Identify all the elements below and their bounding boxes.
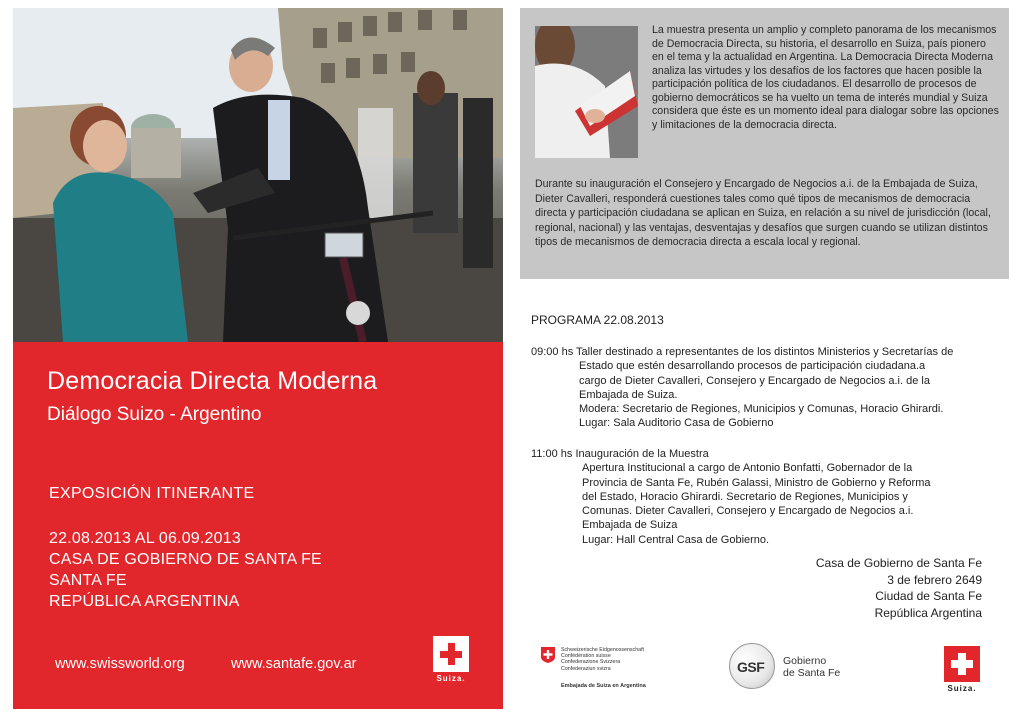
embassy-name: Embajada de Suiza en Argentina <box>561 683 646 689</box>
program-item-line: Provincia de Santa Fe, Rubén Galassi, Ministro de Gobierno y Reforma <box>582 476 931 489</box>
exhibition-title: Democracia Directa Moderna <box>47 367 378 395</box>
embassy-line: Schweizerische Eidgenossenschaft <box>561 647 645 653</box>
inset-photo-illustration <box>535 26 638 158</box>
address-line: República Argentina <box>874 605 982 620</box>
exhibition-label: EXPOSICIÓN ITINERANTE <box>49 485 255 502</box>
program-item-line: Embajada de Suiza. <box>579 388 678 401</box>
inset-photo <box>535 26 638 158</box>
swiss-embassy-logo <box>541 645 671 695</box>
swiss-cross-icon <box>433 636 469 672</box>
program-item-line: Embajada de Suiza <box>582 519 678 532</box>
program-item-line: Estado que estén desarrollando procesos de participación ciudadana.a <box>579 360 926 373</box>
program-item-line: cargo de Dieter Cavalleri, Consejero y Encargado de Negocios a.i. de la <box>579 374 930 387</box>
swiss-cross-icon <box>944 646 980 682</box>
exhibition-subtitle: Diálogo Suizo - Argentino <box>47 404 262 425</box>
program-item-line: Modera: Secretario de Regiones, Municipios y Comunas, Horacio Ghirardi. <box>579 403 944 416</box>
address-line: 3 de febrero 2649 <box>887 572 982 587</box>
gsf-name <box>783 655 840 679</box>
detail-venue: CASA DE GOBIERNO DE SANTA FE <box>49 551 322 568</box>
intro-paragraph-2: Durante su inauguración el Consejero y Encargado de Negocios a.i. de la Embajada de Suiza, Dieter Cavalleri, responderá cuestiones tales como qué tipos de mecanismos de democracia directa y participación ciudadana se aplican en Suiza, en relación a su nivel de jurisdicción (local, regional, nacional) y las ventajas, desventajas y desafíos que surgen cuando se utilizan distintos tipos de mecanismos de democracia directa a escala local y regional. <box>535 178 991 248</box>
suiza-logo-white <box>432 636 470 683</box>
embassy-line: Confédération suisse <box>561 653 611 660</box>
exhibition-details <box>49 528 322 612</box>
suiza-label: Suiza. <box>436 674 466 683</box>
gsf-abbr: GSF <box>737 659 765 675</box>
title-panel <box>13 342 503 709</box>
address-line: Ciudad de Santa Fe <box>875 589 982 603</box>
suiza-label: Suiza. <box>947 684 977 693</box>
detail-country: REPÚBLICA ARGENTINA <box>49 593 240 610</box>
program-item-time-line: 09:00 hs Taller destinado a representantes de los distintos Ministerios y Secretarías de <box>531 346 954 358</box>
program-item-line: del Estado, Horacio Ghirardi. Secretario de Regiones, Municipios y <box>582 490 908 503</box>
address-line: Casa de Gobierno de Santa Fe <box>815 556 982 570</box>
gsf-line: de Santa Fe <box>783 667 841 679</box>
venue-address <box>816 555 982 621</box>
detail-dates: 22.08.2013 AL 06.09.2013 <box>49 530 241 547</box>
program-item-time-line: 11:00 hs Inauguración de la Muestra <box>531 448 709 460</box>
program-title: PROGRAMA 22.08.2013 <box>531 313 664 327</box>
intro-paragraph-1: La muestra presenta un amplio y completo panorama de los mecanismos de Democracia Directa, su historia, el desarrollo en Suiza, país pionero en el tema y la actualidad en Argentina. La Democracia Directa Moderna analiza las virtudes y los desafíos de los factores que hacen posible la participación política de los ciudadanos. El desarrollo de procesos de gobierno democráticos se ha vuelto un tema de interés mundial y Suiza considera que éste es un momento ideal para dialogar sobre las opciones y limitaciones de la democracia directa. <box>652 24 999 131</box>
embassy-line: Confederaziun svizra <box>561 665 611 672</box>
program-item-line: Lugar: Sala Auditorio Casa de Gobierno <box>579 417 774 430</box>
gsf-line: Gobierno <box>783 655 827 667</box>
program-item-line: Apertura Institucional a cargo de Antonio Bonfatti, Gobernador de la <box>582 462 913 475</box>
hero-photo-illustration <box>13 8 503 342</box>
swiss-shield-icon <box>541 647 555 663</box>
swissworld-link[interactable]: www.swissworld.org <box>55 656 185 672</box>
gsf-badge <box>729 643 775 689</box>
gsf-logo <box>729 643 849 691</box>
program-item-line: Lugar: Hall Central Casa de Gobierno. <box>582 533 770 546</box>
detail-city: SANTA FE <box>49 572 127 589</box>
hero-photo <box>13 8 503 342</box>
program-item-line: Comunas. Dieter Cavalleri, Consejero y Encargado de Negocios a.i. <box>582 505 914 518</box>
santafe-link[interactable]: www.santafe.gov.ar <box>231 656 357 672</box>
program-item-0900 <box>531 345 1001 431</box>
program-item-1100 <box>531 447 1001 547</box>
intro-box <box>520 8 1009 279</box>
embassy-line: Confederazione Svizzera <box>561 659 621 666</box>
suiza-logo-red <box>942 646 982 693</box>
embassy-languages <box>561 647 644 672</box>
